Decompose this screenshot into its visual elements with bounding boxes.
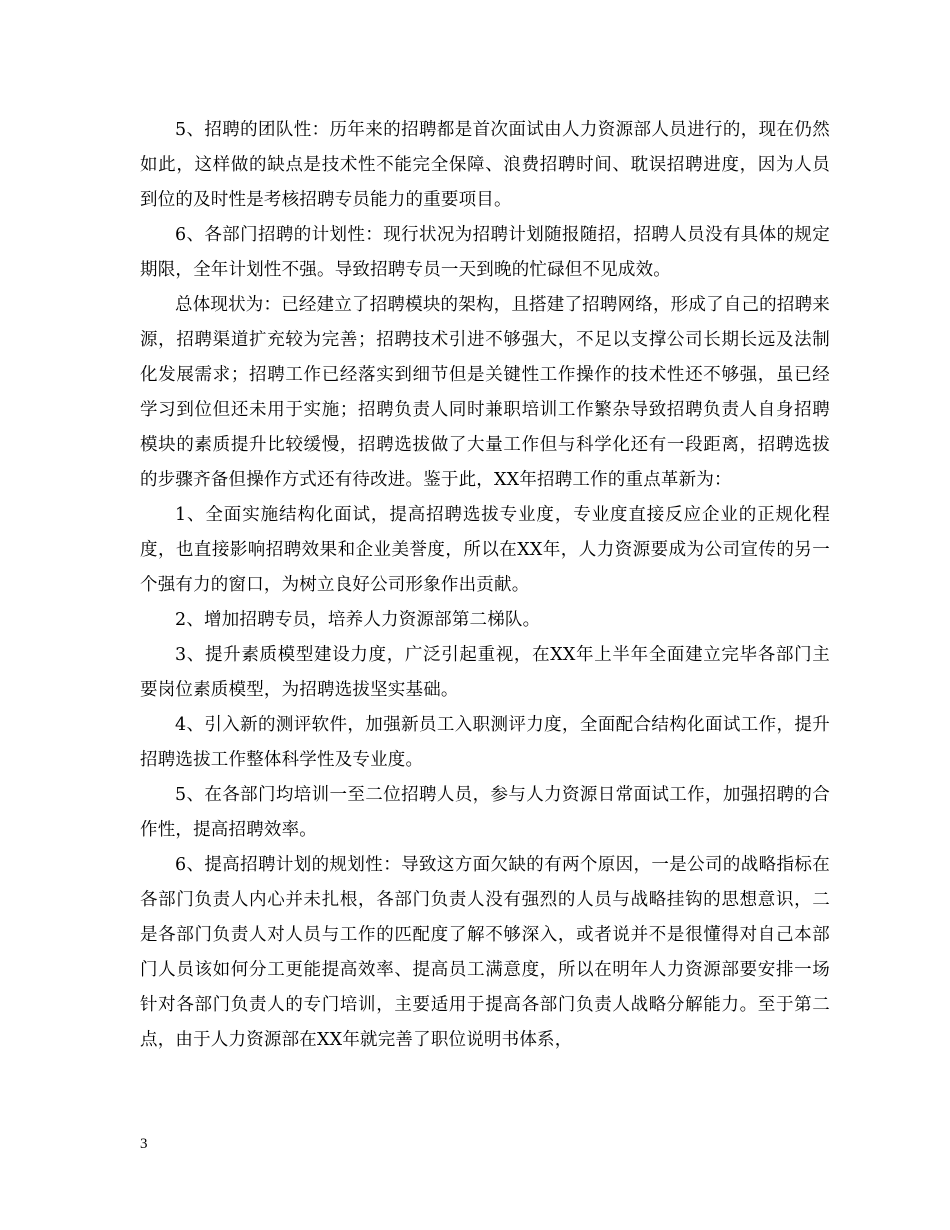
- paragraph-recruitment-teamwork: 5、招聘的团队性：历年来的招聘都是首次面试由人力资源部人员进行的，现在仍然如此，这样做的缺点是技术性不能完全保障、浪费招聘时间、耽误招聘进度，因为人员到位的及时性是考核招聘专员能力的重要项目。: [140, 120, 830, 210]
- paragraph-add-recruiters: 2、增加招聘专员，培养人力资源部第二梯队。: [175, 610, 541, 630]
- page-number: 3: [140, 1136, 148, 1152]
- paragraph-recruitment-planning: 6、各部门招聘的计划性：现行状况为招聘计划随报随招，招聘人员没有具体的规定期限，全年计划性不强。导致招聘专员一天到晚的忙碌但不见成效。: [140, 225, 830, 280]
- paragraph-structured-interview: 1、全面实施结构化面试，提高招聘选拔专业度，专业度直接反应企业的正规化程度，也直接影响招聘效果和企业美誉度，所以在XX年，人力资源要成为公司宣传的另一个强有力的窗口，为树立良好公司形象作出贡献。: [140, 505, 830, 595]
- document-body: [140, 113, 830, 1058]
- paragraph-planning-improvement: 6、提高招聘计划的规划性：导致这方面欠缺的有两个原因，一是公司的战略指标在各部门负责人内心并未扎根，各部门负责人没有强烈的人员与战略挂钩的思想意识，二是各部门负责人对人员与工作的匹配度了解不够深入，或者说并不是很懂得对自己本部门人员该如何分工更能提高效率、提高员工满意度，所以在明年人力资源部要安排一场针对各部门负责人的专门培训，主要适用于提高各部门负责人战略分解能力。至于第二点，由于人力资源部在XX年就完善了职位说明书体系，: [140, 855, 830, 1050]
- paragraph-department-training: 5、在各部门均培训一至二位招聘人员，参与人力资源日常面试工作，加强招聘的合作性，提高招聘效率。: [140, 785, 830, 840]
- paragraph-competency-model: 3、提升素质模型建设力度，广泛引起重视，在XX年上半年全面建立完毕各部门主要岗位素质模型，为招聘选拔坚实基础。: [140, 645, 830, 700]
- paragraph-assessment-software: 4、引入新的测评软件，加强新员工入职测评力度，全面配合结构化面试工作，提升招聘选拔工作整体科学性及专业度。: [140, 715, 830, 770]
- paragraph-overall-status: 总体现状为：已经建立了招聘模块的架构，且搭建了招聘网络，形成了自己的招聘来源，招聘渠道扩充较为完善；招聘技术引进不够强大，不足以支撑公司长期长远及法制化发展需求；招聘工作已经落实到细节但是关键性工作操作的技术性还不够强，虽已经学习到位但还未用于实施；招聘负责人同时兼职培训工作繁杂导致招聘负责人自身招聘模块的素质提升比较缓慢，招聘选拔做了大量工作但与科学化还有一段距离，招聘选拔的步骤齐备但操作方式还有待改进。鉴于此，XX年招聘工作的重点革新为：: [140, 295, 830, 490]
